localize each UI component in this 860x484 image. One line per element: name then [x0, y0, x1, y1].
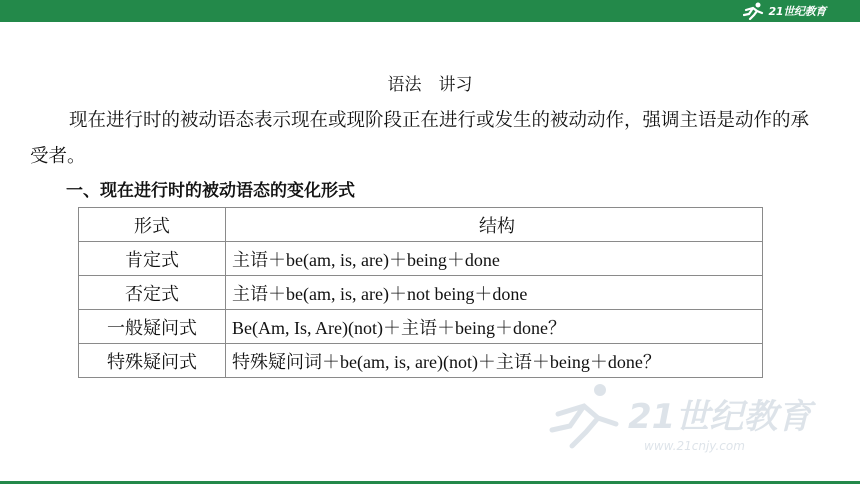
- header-bar: [0, 0, 860, 22]
- table-cell-structure: 特殊疑问词＋be(am, is, are)(not)＋主语＋being＋done？: [226, 344, 763, 378]
- runner-logo-icon: [743, 2, 765, 20]
- table-row: [79, 242, 763, 276]
- table-cell-form: 肯定式: [79, 242, 226, 276]
- table-cell-structure: Be(Am, Is, Are)(not)＋主语＋being＋done？: [226, 310, 763, 344]
- brand-logo: [743, 1, 826, 21]
- watermark-url-text: www.21cnjy.com: [644, 439, 745, 453]
- intro-paragraph: 现在进行时的被动语态表示现在或现阶段正在进行或发生的被动动作，强调主语是动作的承受者。: [30, 111, 810, 167]
- table-row: [79, 276, 763, 310]
- table-cell-structure: 主语＋be(am, is, are)＋not being＋done: [226, 276, 763, 310]
- table-header-row: [79, 208, 763, 242]
- grammar-table: [78, 207, 763, 378]
- table-row: [79, 310, 763, 344]
- watermark-logo-text: 21世纪教育: [628, 397, 812, 437]
- table-row: [79, 344, 763, 378]
- table-header-cell: 结构: [226, 208, 763, 242]
- table-cell-form: 一般疑问式: [79, 310, 226, 344]
- section-title: 一、现在进行时的被动语态的变化形式: [66, 181, 355, 201]
- watermark-logo: [548, 380, 848, 460]
- table-cell-form: 特殊疑问式: [79, 344, 226, 378]
- brand-logo-text: 21世纪教育: [768, 5, 826, 18]
- table-header-cell: 形式: [79, 208, 226, 242]
- table-cell-structure: 主语＋be(am, is, are)＋being＋done: [226, 242, 763, 276]
- table-cell-form: 否定式: [79, 276, 226, 310]
- page-heading: 语法 讲习: [387, 75, 473, 94]
